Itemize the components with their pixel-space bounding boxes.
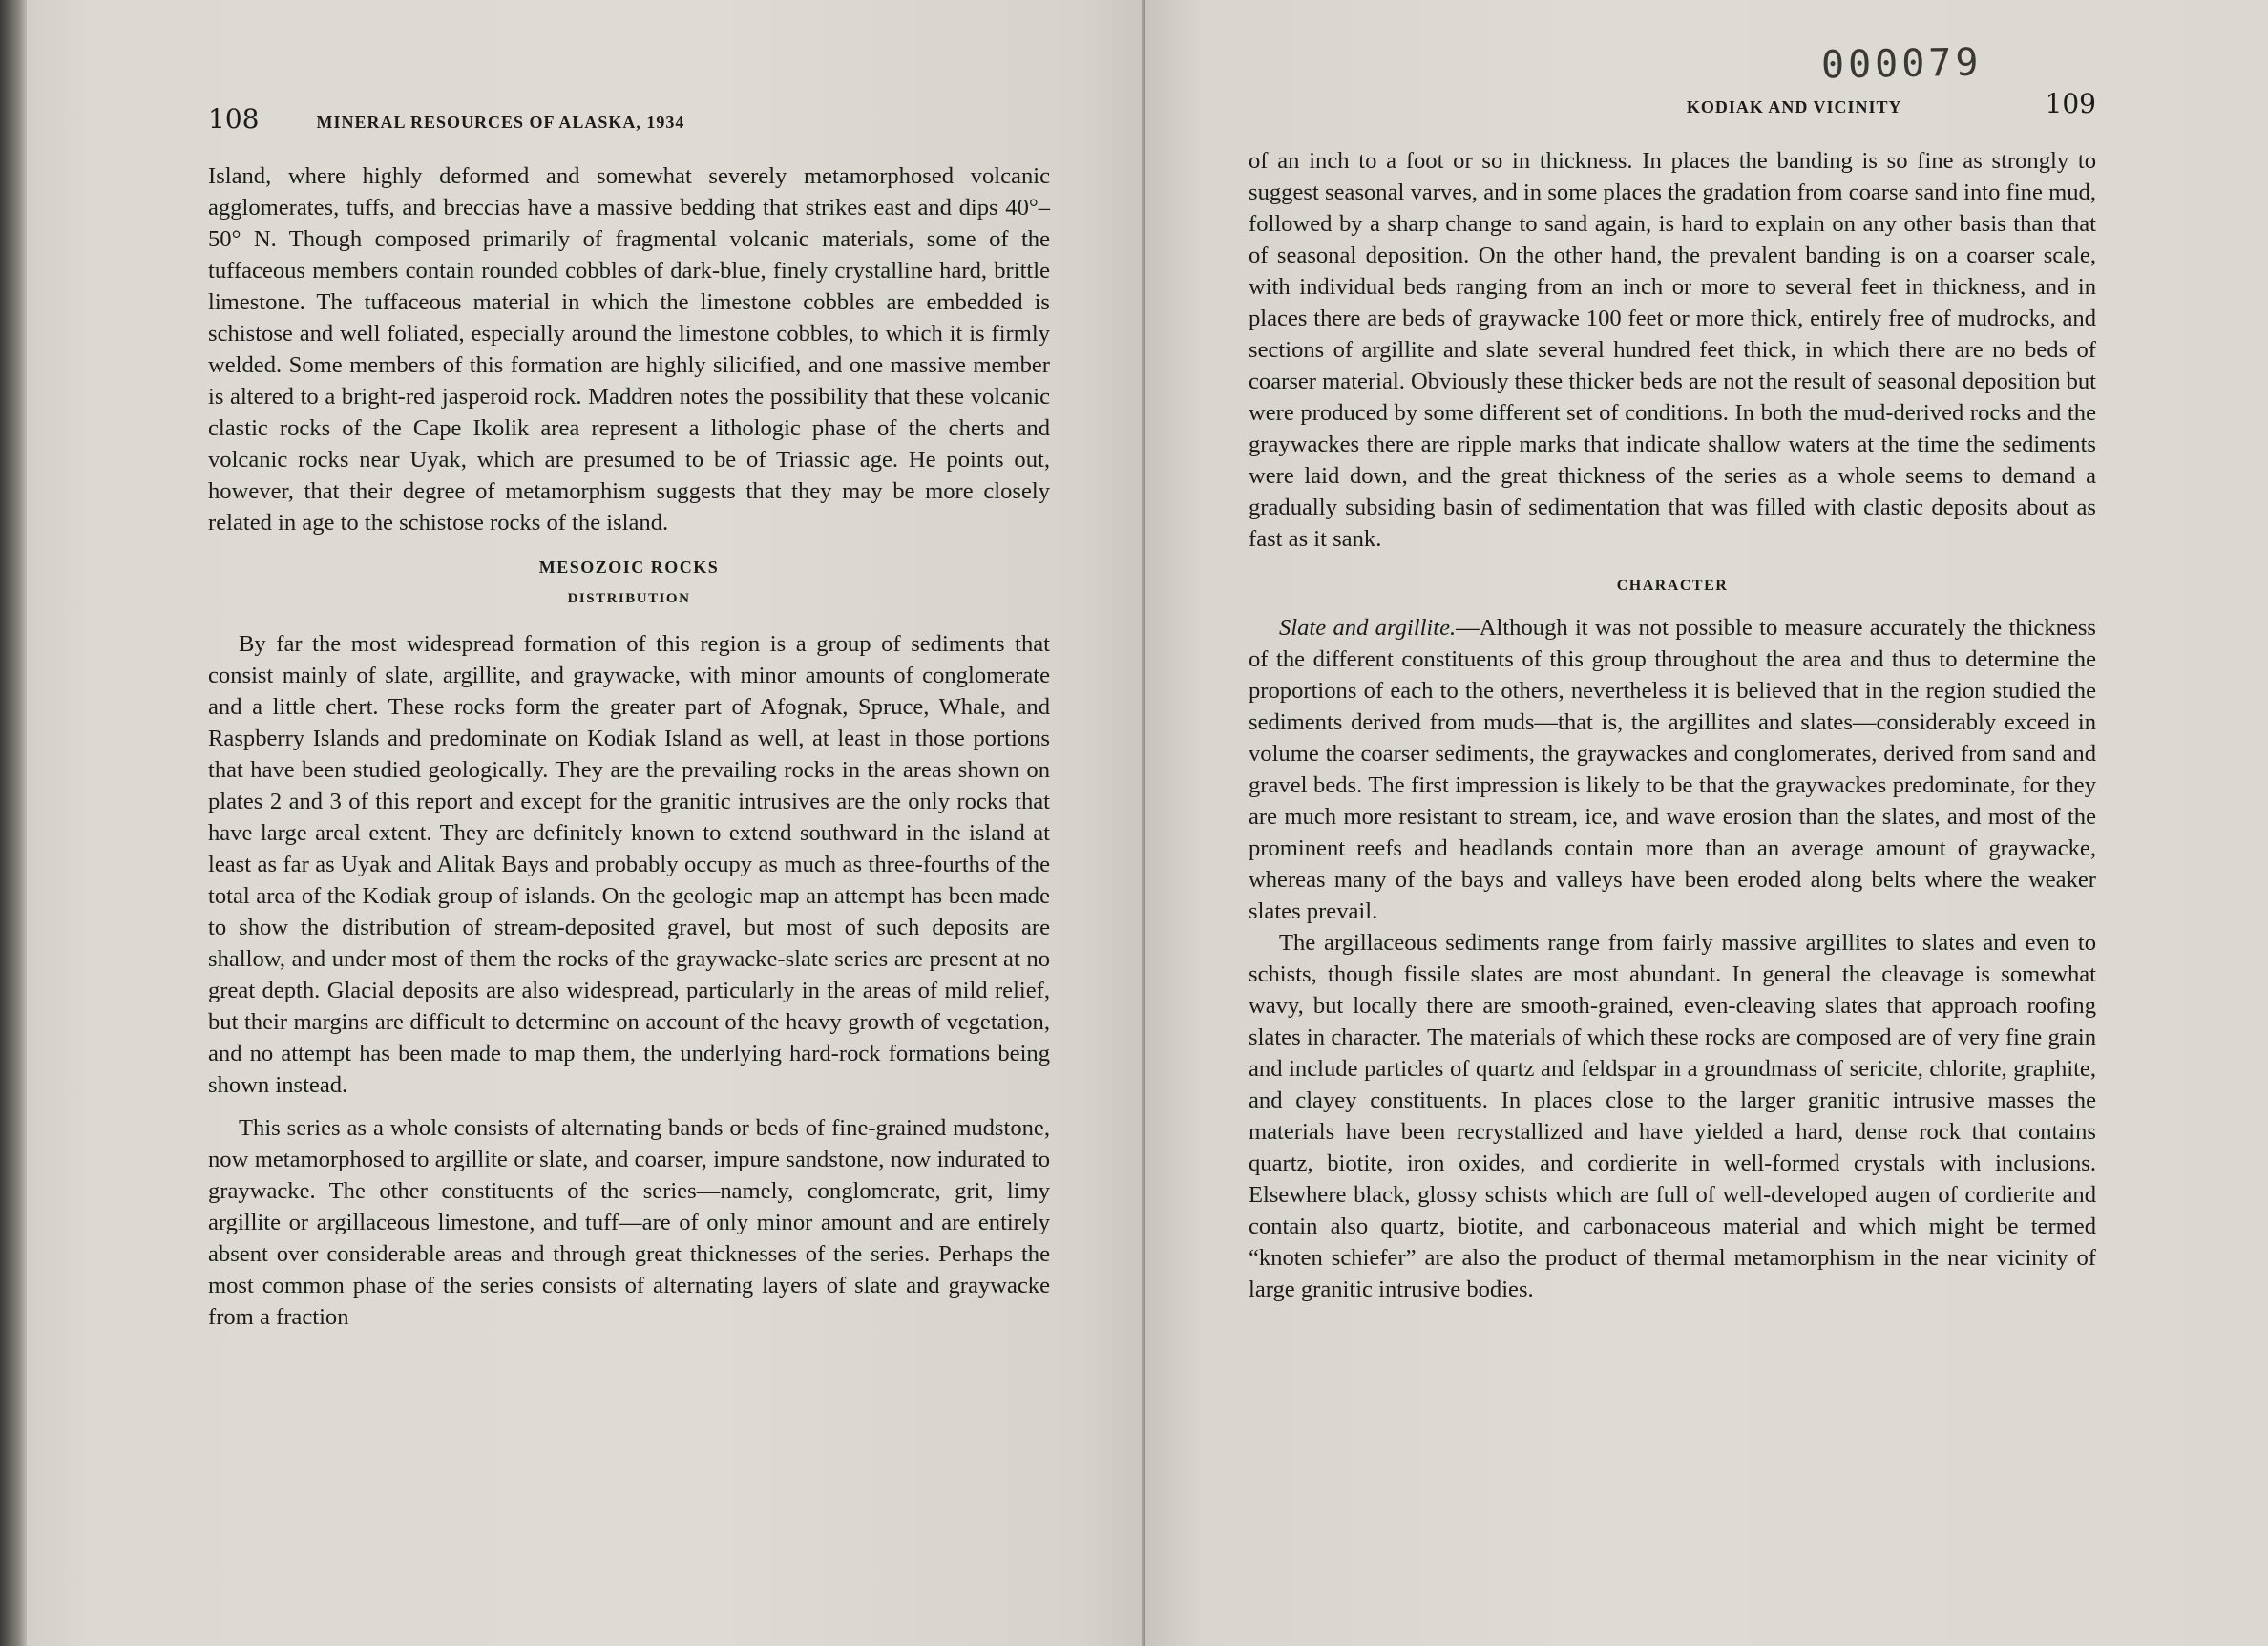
left-page-number: 108 — [208, 103, 260, 135]
left-running-head — [208, 103, 1050, 141]
right-page-number: 109 — [2045, 88, 2096, 119]
left-paragraph-1: Island, where highly deformed and somewhat severely metamorphosed volcanic agglomerates, tuffs, and breccias have a massive bedding that strikes east and dips 40°–50° N. Though composed primarily of fragmental volcanic materials, some of the tuffaceous members contain rounded cobbles of dark-blue, finely crystalline hard, brittle limestone. The tuffaceous material in which the limestone cobbles are embedded is schistose and well foliated, especially around the limestone cobbles, to which it is firmly welded. Some members of this formation are highly silicified, and one massive member is altered to a bright-red jasperoid rock. Maddren notes the possibility that these volcanic clastic rocks of the Cape Ikolik area represent a lithologic phase of the cherts and volcanic rocks near Uyak, which are presumed to be of Triassic age. He points out, however, that their degree of metamorphism suggests that they may be more closely related in age to the schistose rocks of the island. — [208, 163, 1050, 536]
right-paragraph-3: The argillaceous sediments range from fairly massive argillites to slates and even to schists, though fissile slates are most abundant. In general the cleavage is somewhat wavy, but locally there are smooth-grained, even-cleaving slates that approach roofing slates in character. The materials of which these rocks are composed are of very fine grain and include particles of quartz and feldspar in a groundmass of sericite, chlorite, graphite, and clayey constituents. In places close to the larger granitic intrusive masses the materials have been recrystallized and have yielded a hard, dense rock that contains quartz, biotite, iron oxides, and cordierite in well-formed crystals with inclusions. Elsewhere black, glossy schists which are full of well-developed augen of cordierite and contain also quartz, biotite, and carbonaceous material and which might be termed “knoten schiefer” are also the product of thermal metamorphism in the near vicinity of large granitic intrusive bodies. — [1249, 930, 2096, 1302]
left-body-text — [208, 160, 1050, 1333]
right-paragraph-2-text: —Although it was not possible to measure accurately the thickness of the different constituents of this group throughout the area and thus to determine the proportions of each to the others, nevertheless it is believed that in the region studied the sediments derived from muds—that is, the argillites and slates—considerably exceed in volume the coarser sediments, the graywackes and conglomerates, derived from sand and gravel beds. The first impression is likely to be that the graywackes predominate, for they are much more resistant to stream, ice, and wave erosion than the slates, and most of the prominent reefs and headlands contain more than an average amount of graywacke, whereas many of the bays and valleys have been eroded along belts where the weaker slates prevail. — [1249, 615, 2097, 924]
archive-stamp: 000079 — [1820, 40, 1983, 88]
right-body-text — [1249, 145, 2096, 1305]
right-running-head — [1249, 88, 2096, 126]
right-running-title: KODIAK AND VICINITY — [1686, 97, 1902, 116]
heading-character: CHARACTER — [1616, 578, 1729, 594]
left-running-title: MINERAL RESOURCES OF ALASKA, 1934 — [316, 113, 685, 132]
right-paragraph-2 — [1249, 612, 2096, 927]
slate-argillite-lead: Slate and argillite. — [1279, 615, 1457, 641]
right-paragraph-1: of an inch to a foot or so in thickness. In places the banding is so fine as strongly to suggest seasonal varves, and in some places the gradation from coarse sand into fine mud, followed by a sharp change to sand again, is hard to explain on any other basis than that of seasonal deposition. On the other hand, the prevalent banding is on a coarser scale, with individual beds ranging from an inch or more to several feet in thickness, and in places there are beds of graywacke 100 feet or more thick, entirely free of mudrocks, and sections of argillite and slate several hundred feet thick, in which there are no beds of coarser material. Obviously these thicker beds are not the result of seasonal deposition but were produced by some different set of conditions. In both the mud-derived rocks and the graywackes there are ripple marks that indicate shallow waters at the time the sediments were laid down, and the great thickness of the series as a whole seems to demand a gradually subsiding basin of sedimentation that was filled with clastic deposits about as fast as it sank. — [1249, 148, 2096, 552]
book-edge — [0, 0, 27, 1646]
left-paragraph-2: By far the most widespread formation of this region is a group of sediments that consist mainly of slate, argillite, and graywacke, with minor amounts of conglomerate and a little chert. These rocks form the greater part of Afognak, Spruce, Whale, and Raspberry Islands and predominate on Kodiak Island as well, at least in those portions that have been studied geologically. They are the prevailing rocks in the areas shown on plates 2 and 3 of this report and except for the granitic intrusives are the only rocks that have large areal extent. They are definitely known to extend southward in the island at least as far as Uyak and Alitak Bays and probably occupy as much as three-fourths of the total area of the Kodiak group of islands. On the geologic map an attempt has been made to show the distribution of stream-deposited gravel, but most of such deposits are shallow, and under most of them the rocks of the graywacke-slate series are present at no great depth. Glacial deposits are also widespread, particularly in the areas of mild relief, but their margins are difficult to determine on account of the heavy growth of vegetation, and no attempt has been made to map them, the underlying hard-rock formations being shown instead. — [208, 631, 1050, 1098]
right-page — [1145, 0, 2268, 1646]
left-paragraph-3: This series as a whole consists of alternating bands or beds of fine-grained mudstone, now metamorphosed to argillite or slate, and coarser, impure sandstone, now indurated to graywacke. The other constituents of the series—namely, conglomerate, grit, limy argillite or argillaceous limestone, and tuff—are of only minor amount and are entirely absent over considerable areas and through great thicknesses of the series. Perhaps the most common phase of the series consists of alternating layers of slate and graywacke from a fraction — [208, 1115, 1050, 1330]
heading-distribution: DISTRIBUTION — [567, 591, 691, 606]
heading-mesozoic-rocks: MESOZOIC ROCKS — [538, 558, 720, 577]
left-page — [27, 0, 1145, 1646]
